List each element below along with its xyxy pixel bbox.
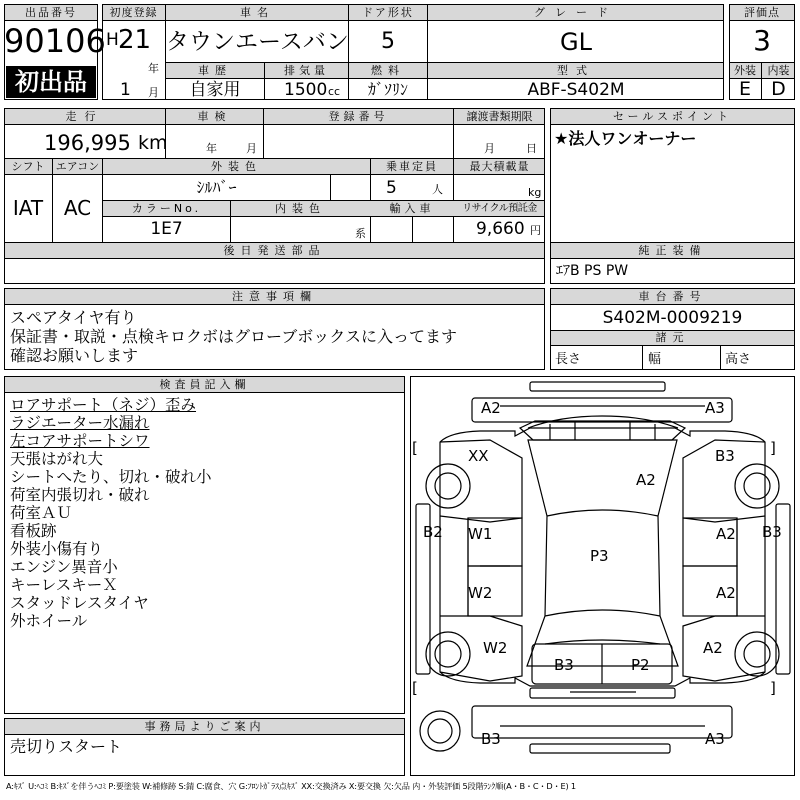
mark-hood-left: XX	[468, 447, 489, 465]
inspector-line-2: ラジエーター水漏れ	[10, 414, 150, 432]
inspector-line-1: ロアサポート（ネジ）歪み	[10, 396, 197, 414]
mark-pillar-left: B2	[423, 523, 443, 541]
mark-hood-right: A2	[636, 471, 656, 489]
ac-value: AC	[63, 196, 92, 220]
mark-door-fl: W1	[468, 525, 493, 543]
notes-line-1: スペアタイヤ有り	[10, 308, 137, 327]
reg-year: 21	[118, 25, 152, 55]
mark-pillar-right: B3	[762, 523, 782, 541]
inspection-label: 車検	[197, 110, 232, 123]
disp-value: 1500	[284, 80, 328, 100]
history-value: 自家用	[189, 80, 241, 100]
color-value: ｼﾙﾊﾞｰ	[196, 178, 237, 197]
later-parts-label: 後日発送部品	[223, 244, 326, 257]
inspector-line-3: 左コアサポートシワ	[10, 432, 150, 450]
shift-value: IAT	[12, 196, 44, 220]
sales-label: セールスポイント	[612, 110, 732, 123]
capacity-value: 5	[386, 178, 397, 198]
door-value: 5	[381, 29, 395, 54]
mark-bumper-right: A3	[705, 730, 725, 748]
inspector-line-6: 荷室内張切れ・破れ	[10, 486, 150, 504]
disp-label: 排気量	[284, 64, 329, 77]
colorno-label: カラーNo.	[131, 202, 202, 215]
reg-month-unit: 月	[148, 86, 159, 99]
recycle-unit: 円	[530, 224, 541, 237]
history-label: 車歴	[198, 64, 232, 77]
inspector-line-4: 天張はがれ大	[10, 450, 104, 468]
height-label: 高さ	[725, 352, 752, 367]
door-label: ドア形状	[362, 6, 414, 19]
ext-label: 外装	[734, 64, 756, 77]
length-label: 長さ	[555, 352, 582, 367]
mark-door-rr: A2	[716, 584, 736, 602]
fuel-label: 燃料	[371, 64, 405, 77]
inspector-line-9: 外装小傷有り	[10, 540, 104, 558]
mark-front-left: A2	[481, 399, 501, 417]
import-label: 輸入車	[389, 202, 435, 215]
grade-label: グレード	[534, 6, 618, 19]
name-value: タウンエースバン	[166, 29, 349, 55]
inspector-line-7: 荷室ＡＵ	[10, 504, 73, 522]
recycle-label: リサイクル預託金	[462, 203, 537, 214]
mileage-unit: km	[138, 132, 168, 154]
mark-door-fr: A2	[716, 525, 736, 543]
inspector-line-11: キーレスキーＸ	[10, 576, 118, 594]
inspector-line-5: シートへたり、切れ・破れ小	[10, 468, 212, 486]
first-listing-text: 初出品	[15, 68, 87, 96]
bracket-close-top: ]	[770, 439, 776, 457]
inspector-label: 検査員記入欄	[159, 378, 250, 391]
mark-front-right: A3	[705, 399, 725, 417]
inspection-year-unit: 年	[206, 142, 217, 155]
notes-label: 注意事項欄	[232, 290, 317, 303]
score-label: 評価点	[744, 6, 780, 19]
transfer-label: 譲渡書類期限	[466, 110, 533, 123]
dims-label: 諸元	[655, 331, 690, 344]
transfer-day-unit: 日	[526, 142, 537, 155]
capacity-label: 乗車定員	[386, 160, 438, 173]
intcolor-label: 内装色	[275, 202, 326, 215]
inspector-line-8: 看板跡	[10, 522, 57, 540]
lot-label: 出品番号	[25, 6, 77, 19]
color-label: 外装色	[211, 160, 262, 173]
inspection-month-unit: 月	[246, 142, 257, 155]
bracket-open-bottom: [	[412, 679, 418, 697]
mileage-value: 196,995	[44, 131, 131, 155]
lot-number: 90106	[4, 22, 106, 60]
load-unit: kg	[528, 186, 542, 199]
fuel-value: ｶﾞｿﾘﾝ	[367, 80, 408, 99]
shift-label: シフト	[11, 160, 45, 173]
mark-fender-right: B3	[715, 447, 735, 465]
reg-label: 初度登録	[109, 6, 158, 19]
mark-rear-right: P2	[631, 656, 650, 674]
plate-label: 登録番号	[328, 110, 389, 123]
recycle-value: 9,660	[476, 219, 525, 239]
transfer-month-unit: 月	[484, 142, 495, 155]
bracket-close-bottom: ]	[770, 679, 776, 697]
mileage-label: 走行	[65, 110, 104, 123]
mark-bumper-left: B3	[481, 730, 501, 748]
int-value: D	[771, 78, 786, 100]
inspector-line-13: 外ホイール	[10, 612, 88, 630]
load-label: 最大積載量	[469, 160, 530, 173]
equip-value: ｴｱB PS PW	[556, 263, 629, 279]
mark-door-rl: W2	[468, 584, 493, 602]
office-value: 売切りスタート	[10, 737, 123, 756]
sales-value: ★法人ワンオーナー	[554, 129, 697, 148]
bracket-open-top: [	[412, 439, 418, 457]
chassis-value: S402M-0009219	[602, 308, 743, 328]
car-diagram	[410, 376, 795, 776]
colorno-value: 1E7	[150, 219, 183, 239]
notes-line-2: 保証書・取説・点検キロクボはグローブボックスに入ってます	[10, 327, 458, 346]
inspector-line-10: エンジン異音小	[10, 558, 118, 576]
chassis-label: 車台番号	[638, 290, 707, 303]
equip-label: 純正装備	[638, 244, 707, 257]
legend-text: A:ｷｽﾞ U:ﾍｺﾐ B:ｷｽﾞを伴うﾍｺﾐ P:要塗装 W:補修跡 S:錆 C:腐食、穴 G:ﾌﾛﾝﾄｶﾞﾗｽ点ｷｽﾞ XX:交換済み X:要交換 欠:欠品 内・外装評価 5段階ﾗﾝｸ順(A・B・C・D・E) 1	[6, 781, 576, 791]
ac-label: エアコン	[55, 160, 100, 173]
disp-unit: cc	[328, 85, 341, 98]
mark-quarter-right: A2	[703, 639, 723, 657]
int-label: 内装	[767, 64, 790, 77]
reg-era: H	[106, 30, 119, 50]
mark-quarter-left: W2	[483, 639, 508, 657]
mark-rear-left: B3	[554, 656, 574, 674]
name-label: 車名	[240, 6, 274, 19]
inspector-line-12: スタッドレスタイヤ	[10, 594, 149, 612]
reg-month: 1	[120, 80, 131, 100]
reg-year-unit: 年	[148, 62, 159, 75]
model-value: ABF-S402M	[527, 80, 625, 100]
intcolor-unit: 系	[355, 227, 366, 240]
grade-value: GL	[560, 28, 592, 56]
model-label: 型式	[557, 64, 595, 77]
office-label: 事務局よりご案内	[144, 720, 265, 733]
notes-line-3: 確認お願いします	[10, 346, 139, 365]
score-value: 3	[753, 24, 771, 57]
mark-roof: P3	[590, 547, 609, 565]
ext-value: E	[738, 78, 751, 100]
width-label: 幅	[648, 352, 662, 367]
capacity-unit: 人	[432, 183, 443, 196]
